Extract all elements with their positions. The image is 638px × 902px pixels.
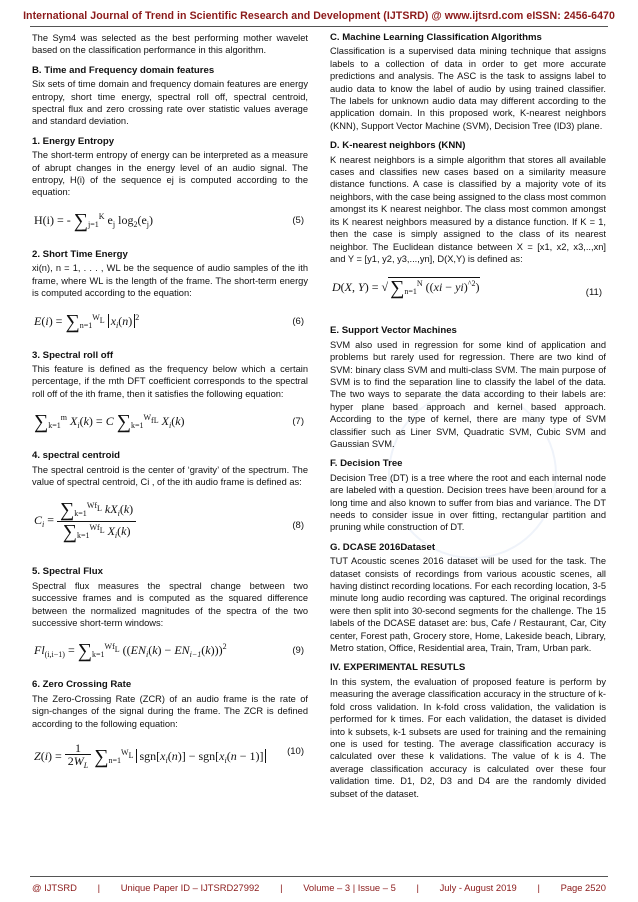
footer-page: Page 2520 <box>560 882 606 893</box>
spectral-centroid-text: The spectral centroid is the center of ‘gravity’ of the spectrum. The value of spectral centroid, Ci , of the ith audio frame is defined as: <box>32 464 308 487</box>
footer-date: July - August 2019 <box>439 882 517 893</box>
left-column <box>32 32 308 780</box>
section-g-title: G. DCASE 2016Dataset <box>330 541 436 553</box>
footer-sep-4: | <box>537 882 540 893</box>
energy-entropy-title: 1. Energy Entropy <box>32 135 115 147</box>
section-e-title: E. Support Vector Machines <box>330 325 457 337</box>
equation-11: D(X, Y) = √ $\sum_{n=1}^N$ ((xi − yi)$^{\^{}2}$) (11) <box>332 277 602 300</box>
section-b-title: B. Time and Frequency domain features <box>32 64 215 76</box>
equation-8: $C_i$ = $\frac{\sum_{k=1}^{WfL} kX_i(k)}{\sum_{k=1}^{WfL} X_i(k)}$ (8) <box>34 499 304 543</box>
right-column <box>330 32 606 808</box>
section-iv-title: IV. EXPERIMENTAL RESUTLS <box>330 662 466 674</box>
equation-5: H(i) = - $\sum_{j=1}^K$ $e_j$ $\log_2(e_j)$ (5) <box>34 209 304 232</box>
page-footer <box>32 882 606 893</box>
spectral-roll-off-text: This feature is defined as the frequency below which a certain percentage, if the mth DFT coefficient corresponds to the spectral roll off of the ith frame, then it satisfies the following equation: <box>32 363 308 399</box>
footer-sep-3: | <box>416 882 419 893</box>
spectral-flux-text: Spectral flux measures the spectral change between two successive frames and is computed as the squared difference between the normalized magnitudes of the spectra of the two successive short-term windows: <box>32 580 308 628</box>
zero-crossing-title: 6. Zero Crossing Rate <box>32 679 132 691</box>
footer-rule <box>30 876 608 877</box>
journal-header: International Journal of Trend in Scientific Research and Development (IJTSRD) @ www.ijtsrd.com eISSN: 2456-6470 <box>23 10 615 22</box>
zero-crossing-text: The Zero-Crossing Rate (ZCR) of an audio frame is the rate of sign-changes of the signal during the frame. The ZCR is defined according to the following equation: <box>32 693 308 729</box>
footer-sep-2: | <box>280 882 283 893</box>
equation-11-number: (11) <box>585 287 602 299</box>
spectral-flux-title: 5. Spectral Flux <box>32 566 103 578</box>
equation-9-number: (9) <box>292 645 304 657</box>
intro-paragraph: The Sym4 was selected as the best performing mother wavelet based on the classification performance in this algorithm. <box>32 33 308 56</box>
equation-10-number: (10) <box>287 746 304 757</box>
footer-paper-id: Unique Paper ID – IJTSRD27992 <box>120 882 260 893</box>
header-rule <box>30 26 608 27</box>
equation-7-number: (7) <box>292 416 304 428</box>
energy-entropy-text: The short-term entropy of energy can be interpreted as a measure of abrupt changes in the energy level of an audio signal. The entropy, H(i) of the sequence ej is computed according to the equation: <box>32 150 308 198</box>
equation-9: $Fl_{(i,i-1)} = \sum_{k=1}^{WfL}$ $((EN_i(k) - EN_{i-1}(k)))^2$ (9) <box>34 640 304 663</box>
footer-volume: Volume – 3 | Issue – 5 <box>303 882 396 893</box>
section-e-text: SVM also used in regression for some kind of application and problems but rarely used for regression. There are two kind of SVM: binary class SVM and multi-class SVM. The main purpose of SVM is to find the separation line to classify the label of the data. The two ways to separate the data according to their labels are: hyper plane based approach and kernel based approach. According to the type of kernel, there are many type of SVM classifier such as Liner SVM, Quadratic SVM, Cubic SVM and Gaussian SVM. <box>330 339 606 449</box>
footer-sep-1: | <box>97 882 101 893</box>
section-iv-text: In this system, the evaluation of proposed feature is perform by measuring the average classification accuracy in the structure of k-fold cross validation. In k-fold cross validation, the validation is performed for k times. For each validation, the dataset is divided into k subsets, k-1 subsets are used for training and the remaining one is used for testing. The average classification accuracy is calculated over these k validations. The value of k is 4. The average classification accuracy is calculated over these four validation time. D1, D2, D3 and D4 are the randomly divided subset of the dataset. <box>330 676 606 799</box>
section-d-title: D. K-nearest neighbors (KNN) <box>330 140 466 152</box>
equation-8-number: (8) <box>292 520 304 532</box>
section-g-text: TUT Acoustic scenes 2016 dataset will be used for the task. The dataset consists of recordings from various acoustic scenes, all having distinct recording locations. For each recording location, 3-5 minute long audio recording was captured. The original recordings were then split into 30-second segments for the challenge. The 15 labels of the DCASE dataset are: bus, Cafe / Restaurant, Car, City center, Forest path, Grocery store, Home, Lakeside beach, Library, Metro station, Office, Residential area, Train, Tram, Urban park. <box>330 556 606 654</box>
section-c-title: C. Machine Learning Classification Algorithms <box>330 32 542 43</box>
spectral-centroid-title: 4. spectral centroid <box>32 450 120 462</box>
section-f-title: F. Decision Tree <box>330 458 403 470</box>
equation-10: Z(i) = $\frac{1}{2W_L}$ $\sum_{n=1}^{WL}$ $sgn[x_i(n)] - sgn[x_i(n - 1)]$ (10) <box>34 741 304 771</box>
footer-site: @ IJTSRD <box>32 882 77 893</box>
section-c-text: Classification is a supervised data mining technique that assigns labels to a collection of data in order to get more accurate predictions and analysis. The ASC is the task to assigns label to audio data to know the label of audio by using trained classifier. The labels for unknown audio data may different according to the application domain. In this proposed work, K-nearest neighbors (KNN), Support Vector Machine (SVM), Decision Tree (ID3) plane. <box>330 46 606 131</box>
equation-6-number: (6) <box>292 315 304 327</box>
section-d-text: K nearest neighbors is a simple algorithm that stores all available cases and classifies new cases based on a similarity measure distance functions. A case is classified by a majority vote of its neighbors, with the case being assigned to the class most common amongst its K nearest neighbor. The class most common amongst its K nearest neighbors measured by a distance function. If K = 1, then the case is simply assigned to the class of its nearest neighbor. The Euclidean distance between X = [x1, x2, x3,..,xn] and Y = [y1, y2, y3,...,yn], D(X,Y) is defined as: <box>330 154 606 264</box>
equation-5-number: (5) <box>292 214 304 226</box>
equation-6: $E(i) = \sum_{n=1}^{WL}$ $x_i(n)$ $^2$ (6) <box>34 310 304 333</box>
spectral-roll-off-title: 3. Spectral roll off <box>32 349 114 361</box>
section-b-text: Six sets of time domain and frequency domain features are energy entropy, short time energy, spectral roll off, spectral centroid, spectral flux and zero crossing rate over statistic values average and standard deviation. <box>32 79 308 127</box>
short-time-energy-text: xi(n), n = 1, . . . , WL be the sequence of audio samples of the ith frame, where WL is the length of the frame. The short-term energy is computed according to the equation: <box>32 263 308 299</box>
equation-7: $\sum_{k=1}^m$ $X_i(k) = C$ $\sum_{k=1}^{WfL}$ $X_i(k)$ (7) <box>34 411 304 434</box>
short-time-energy-title: 2. Short Time Energy <box>32 248 128 260</box>
section-f-text: Decision Tree (DT) is a tree where the root and each internal node are labeled with a question. Decision trees have been around for a long time and also known to suffer from bias and variance. The DT needs to consider issue in over fitting, rectangular partition and pruning while construction of DT. <box>330 472 606 533</box>
